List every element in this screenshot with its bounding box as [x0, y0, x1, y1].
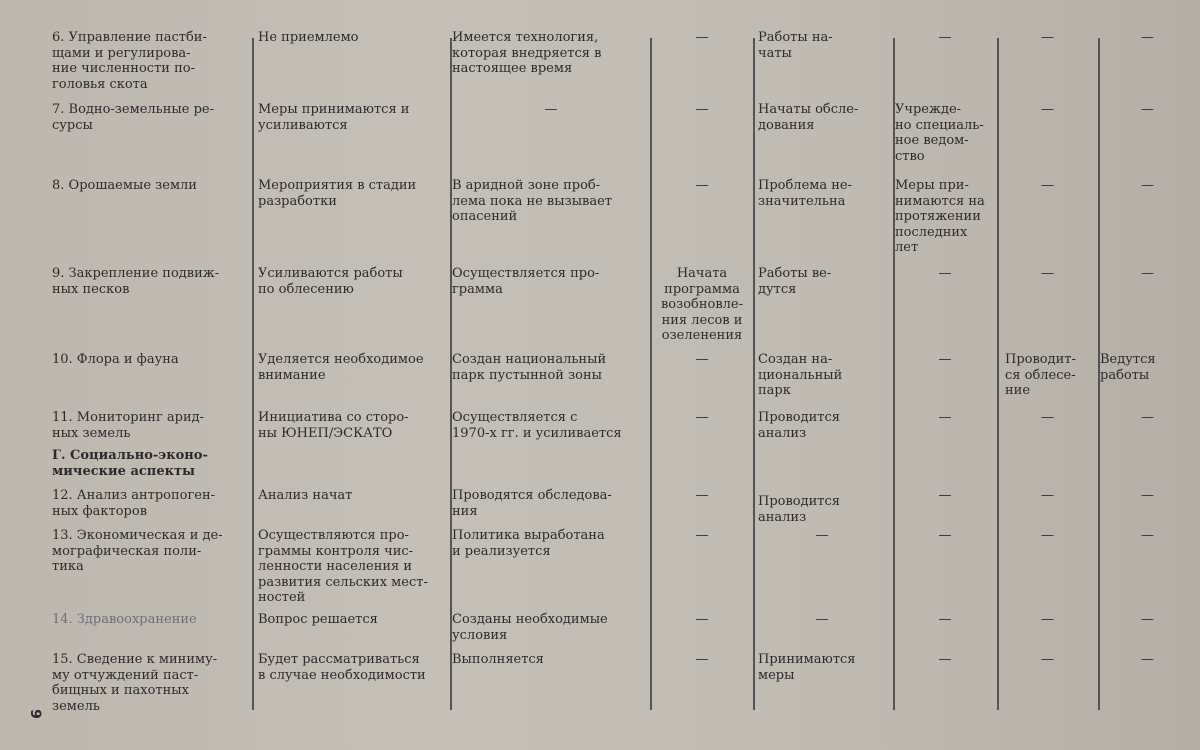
row-title: 9. Закрепление подвиж- ных песков: [52, 266, 220, 297]
cell-national: Имеется технология, которая внедряется в настоящее время: [452, 30, 602, 76]
cell-col6: —: [938, 612, 952, 627]
column-divider: [753, 38, 755, 710]
cell-col6: —: [938, 528, 952, 543]
cell-col7: Проводит- ся облесе- ние: [1005, 352, 1076, 398]
cell-national: Политика выработана и реализуется: [452, 528, 605, 559]
row-title: 8. Орошаемые земли: [52, 178, 197, 193]
cell-national: Осуществляется про- грамма: [452, 266, 600, 297]
cell-col8: —: [1141, 30, 1154, 45]
cell-national: Создан национальный парк пустынной зоны: [452, 352, 607, 383]
cell-status: Мероприятия в стадии разработки: [258, 178, 417, 209]
cell-col8: —: [1141, 488, 1154, 503]
cell-col5: Начаты обсле- дования: [758, 102, 859, 133]
cell-col6: —: [938, 410, 952, 425]
cell-col8: —: [1141, 528, 1154, 543]
cell-col5: Создан на- циональный парк: [758, 352, 843, 398]
cell-col4: —: [695, 178, 709, 193]
row-title: 10. Флора и фауна: [52, 352, 179, 367]
cell-national: —: [544, 102, 558, 117]
cell-status: Уделяется необходимое внимание: [258, 352, 424, 383]
cell-national: Проводятся обследова- ния: [452, 488, 612, 519]
cell-col4: —: [695, 488, 709, 503]
cell-col7: —: [1041, 488, 1054, 503]
cell-status: Анализ начат: [258, 488, 353, 503]
cell-col7: —: [1041, 612, 1054, 627]
column-divider: [650, 38, 652, 710]
cell-col4: —: [695, 612, 709, 627]
cell-col6: —: [938, 652, 952, 667]
cell-national: В аридной зоне проб- лема пока не вызывает опасений: [452, 178, 612, 224]
cell-col8: Ведутся работы: [1100, 352, 1156, 383]
cell-col5: Проводится анализ: [758, 494, 840, 525]
cell-national: Созданы необходимые условия: [452, 612, 608, 643]
cell-col7: —: [1041, 102, 1054, 117]
cell-col6: —: [938, 488, 952, 503]
row-title: 7. Водно-земельные ре- сурсы: [52, 102, 214, 133]
cell-col4: —: [695, 102, 709, 117]
row-title: 6. Управление пастби- щами и регулирова- ние численности по- головья скота: [52, 30, 207, 92]
page-number: 9: [26, 709, 43, 719]
cell-col6: Меры при- нимаются на протяжении последних лет: [895, 178, 985, 255]
cell-col5: Работы на- чаты: [758, 30, 833, 61]
cell-col4: —: [695, 30, 709, 45]
cell-status: Инициатива со сторо- ны ЮНЕП/ЭСКАТО: [258, 410, 409, 441]
cell-col5: Проблема не- значительна: [758, 178, 853, 209]
cell-col6: —: [938, 30, 952, 45]
cell-col4: Начата программа возобновле- ния лесов и озеленения: [660, 266, 744, 343]
cell-col6: —: [938, 266, 952, 281]
cell-col8: —: [1141, 266, 1154, 281]
cell-col5: Принимаются меры: [758, 652, 856, 683]
column-divider: [252, 38, 254, 710]
row-title: 11. Мониторинг арид- ных земель: [52, 410, 205, 441]
cell-status: Будет рассматриваться в случае необходимости: [258, 652, 426, 683]
cell-col7: —: [1041, 178, 1054, 193]
cell-col8: —: [1141, 102, 1154, 117]
cell-col4: —: [695, 652, 709, 667]
cell-col6: —: [938, 352, 952, 367]
cell-col8: —: [1141, 410, 1154, 425]
cell-status: Не приемлемо: [258, 30, 359, 45]
cell-status: Меры принимаются и усиливаются: [258, 102, 410, 133]
row-title: 13. Экономическая и де- мографическая поли- тика: [52, 528, 223, 574]
cell-status: Осуществляются про- граммы контроля чис- ленности населения и развития сельских мест- ностей: [258, 528, 428, 605]
cell-col5: Проводится анализ: [758, 410, 840, 441]
cell-col8: —: [1141, 612, 1154, 627]
cell-col6: Учрежде- но специаль- ное ведом- ство: [895, 102, 984, 164]
cell-col8: —: [1141, 178, 1154, 193]
section-heading: Г. Социально-эконо- мические аспекты: [52, 448, 208, 479]
cell-col7: —: [1041, 266, 1054, 281]
row-title: 14. Здравоохранение: [52, 612, 197, 627]
cell-col7: —: [1041, 652, 1054, 667]
cell-col4: —: [695, 352, 709, 367]
cell-national: Осуществляется с 1970-х гг. и усиливается: [452, 410, 622, 441]
cell-col7: —: [1041, 410, 1054, 425]
cell-status: Усиливаются работы по облесению: [258, 266, 403, 297]
cell-col7: —: [1041, 528, 1054, 543]
cell-col8: —: [1141, 652, 1154, 667]
cell-col4: —: [695, 528, 709, 543]
cell-col5: —: [815, 612, 829, 627]
row-title: 12. Анализ антропоген- ных факторов: [52, 488, 216, 519]
cell-col5: Работы ве- дутся: [758, 266, 832, 297]
cell-col4: —: [695, 410, 709, 425]
cell-status: Вопрос решается: [258, 612, 378, 627]
cell-col5: —: [815, 528, 829, 543]
row-title: 15. Сведение к миниму- му отчуждений паст- бищных и пахотных земель: [52, 652, 218, 714]
cell-col7: —: [1041, 30, 1054, 45]
column-divider: [997, 38, 999, 710]
cell-national: Выполняется: [452, 652, 544, 667]
